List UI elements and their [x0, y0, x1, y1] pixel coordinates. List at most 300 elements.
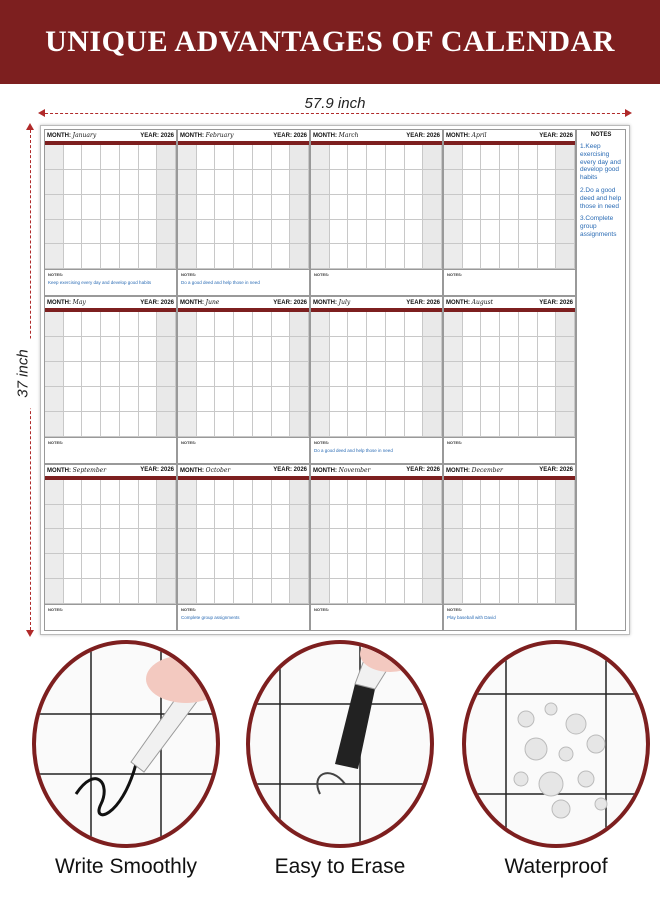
day-cell[interactable] [330, 337, 349, 362]
day-cell[interactable] [101, 362, 120, 387]
day-cell[interactable] [234, 505, 253, 530]
day-cell[interactable] [197, 337, 216, 362]
day-cell[interactable] [290, 195, 309, 220]
day-cell[interactable] [444, 244, 463, 269]
day-cell[interactable] [253, 220, 272, 245]
day-cell[interactable] [290, 170, 309, 195]
day-cell[interactable] [423, 220, 442, 245]
day-cell[interactable] [178, 362, 197, 387]
day-cell[interactable] [519, 195, 538, 220]
day-cell[interactable] [386, 579, 405, 604]
day-cell[interactable] [330, 505, 349, 530]
day-cell[interactable] [197, 220, 216, 245]
day-cell[interactable] [139, 220, 158, 245]
day-cell[interactable] [538, 412, 557, 437]
day-cell[interactable] [311, 337, 330, 362]
day-cell[interactable] [500, 312, 519, 337]
day-cell[interactable] [82, 362, 101, 387]
day-cell[interactable] [367, 312, 386, 337]
day-cell[interactable] [157, 195, 176, 220]
day-cell[interactable] [556, 145, 575, 170]
day-cell[interactable] [157, 220, 176, 245]
day-cell[interactable] [444, 170, 463, 195]
day-cell[interactable] [272, 312, 291, 337]
day-cell[interactable] [253, 480, 272, 505]
day-cell[interactable] [82, 480, 101, 505]
day-cell[interactable] [405, 529, 424, 554]
day-cell[interactable] [45, 145, 64, 170]
day-cell[interactable] [64, 337, 83, 362]
day-cell[interactable] [82, 220, 101, 245]
day-cell[interactable] [215, 362, 234, 387]
day-cell[interactable] [253, 312, 272, 337]
day-cell[interactable] [253, 579, 272, 604]
day-cell[interactable] [538, 554, 557, 579]
day-cell[interactable] [311, 170, 330, 195]
day-cell[interactable] [139, 244, 158, 269]
day-cell[interactable] [386, 220, 405, 245]
day-cell[interactable] [405, 244, 424, 269]
day-cell[interactable] [500, 244, 519, 269]
day-cell[interactable] [463, 480, 482, 505]
day-cell[interactable] [386, 480, 405, 505]
day-cell[interactable] [197, 412, 216, 437]
day-cell[interactable] [538, 480, 557, 505]
day-cell[interactable] [253, 195, 272, 220]
month-notes[interactable] [45, 604, 176, 630]
day-cell[interactable] [311, 505, 330, 530]
day-cell[interactable] [272, 145, 291, 170]
day-cell[interactable] [481, 529, 500, 554]
day-cell[interactable] [253, 244, 272, 269]
day-cell[interactable] [481, 337, 500, 362]
day-cell[interactable] [556, 554, 575, 579]
day-cell[interactable] [405, 387, 424, 412]
month-notes[interactable] [311, 269, 442, 295]
day-cell[interactable] [290, 312, 309, 337]
day-cell[interactable] [139, 145, 158, 170]
day-cell[interactable] [101, 195, 120, 220]
day-cell[interactable] [405, 505, 424, 530]
day-cell[interactable] [556, 387, 575, 412]
day-cell[interactable] [253, 554, 272, 579]
day-cell[interactable] [272, 170, 291, 195]
day-cell[interactable] [500, 220, 519, 245]
day-cell[interactable] [481, 387, 500, 412]
day-cell[interactable] [367, 362, 386, 387]
day-cell[interactable] [64, 529, 83, 554]
day-cell[interactable] [272, 505, 291, 530]
day-cell[interactable] [444, 387, 463, 412]
day-cell[interactable] [386, 529, 405, 554]
day-cell[interactable] [538, 337, 557, 362]
day-cell[interactable] [215, 554, 234, 579]
day-cell[interactable] [82, 145, 101, 170]
day-cell[interactable] [253, 529, 272, 554]
day-cell[interactable] [405, 145, 424, 170]
day-cell[interactable] [330, 195, 349, 220]
day-cell[interactable] [330, 579, 349, 604]
day-cell[interactable] [500, 529, 519, 554]
day-cell[interactable] [423, 505, 442, 530]
day-cell[interactable] [82, 529, 101, 554]
day-cell[interactable] [481, 244, 500, 269]
day-cell[interactable] [178, 170, 197, 195]
day-cell[interactable] [311, 412, 330, 437]
day-cell[interactable] [367, 505, 386, 530]
day-cell[interactable] [538, 145, 557, 170]
day-cell[interactable] [386, 412, 405, 437]
day-cell[interactable] [45, 554, 64, 579]
day-cell[interactable] [178, 387, 197, 412]
day-cell[interactable] [272, 244, 291, 269]
day-cell[interactable] [197, 579, 216, 604]
day-cell[interactable] [423, 195, 442, 220]
day-cell[interactable] [463, 337, 482, 362]
day-cell[interactable] [348, 244, 367, 269]
day-cell[interactable] [178, 579, 197, 604]
day-cell[interactable] [197, 195, 216, 220]
day-cell[interactable] [157, 337, 176, 362]
day-cell[interactable] [82, 579, 101, 604]
day-cell[interactable] [348, 529, 367, 554]
day-cell[interactable] [311, 220, 330, 245]
day-cell[interactable] [139, 529, 158, 554]
day-cell[interactable] [348, 145, 367, 170]
day-cell[interactable] [386, 195, 405, 220]
day-cell[interactable] [538, 220, 557, 245]
day-cell[interactable] [463, 145, 482, 170]
day-cell[interactable] [330, 412, 349, 437]
day-cell[interactable] [556, 412, 575, 437]
day-cell[interactable] [82, 312, 101, 337]
day-cell[interactable] [463, 579, 482, 604]
day-cell[interactable] [311, 529, 330, 554]
day-cell[interactable] [519, 145, 538, 170]
day-cell[interactable] [290, 220, 309, 245]
day-cell[interactable] [234, 312, 253, 337]
day-cell[interactable] [330, 170, 349, 195]
day-cell[interactable] [234, 170, 253, 195]
month-notes[interactable] [178, 604, 309, 630]
day-cell[interactable] [120, 505, 139, 530]
day-cell[interactable] [197, 387, 216, 412]
day-cell[interactable] [330, 362, 349, 387]
day-cell[interactable] [405, 170, 424, 195]
day-cell[interactable] [234, 145, 253, 170]
day-cell[interactable] [519, 554, 538, 579]
day-cell[interactable] [348, 412, 367, 437]
day-cell[interactable] [101, 220, 120, 245]
month-notes[interactable] [311, 437, 442, 463]
day-cell[interactable] [120, 145, 139, 170]
day-cell[interactable] [178, 220, 197, 245]
day-cell[interactable] [556, 579, 575, 604]
day-cell[interactable] [367, 170, 386, 195]
day-cell[interactable] [367, 337, 386, 362]
day-cell[interactable] [120, 312, 139, 337]
day-cell[interactable] [82, 387, 101, 412]
day-cell[interactable] [463, 195, 482, 220]
day-cell[interactable] [197, 362, 216, 387]
day-cell[interactable] [197, 505, 216, 530]
day-cell[interactable] [120, 337, 139, 362]
day-cell[interactable] [519, 337, 538, 362]
day-cell[interactable] [463, 312, 482, 337]
day-cell[interactable] [367, 220, 386, 245]
day-cell[interactable] [556, 195, 575, 220]
day-cell[interactable] [538, 170, 557, 195]
day-cell[interactable] [101, 529, 120, 554]
day-cell[interactable] [311, 145, 330, 170]
day-cell[interactable] [405, 412, 424, 437]
day-cell[interactable] [330, 220, 349, 245]
month-notes[interactable] [444, 604, 575, 630]
day-cell[interactable] [538, 579, 557, 604]
day-cell[interactable] [423, 387, 442, 412]
day-cell[interactable] [423, 412, 442, 437]
day-cell[interactable] [519, 387, 538, 412]
day-cell[interactable] [481, 362, 500, 387]
day-cell[interactable] [538, 505, 557, 530]
day-cell[interactable] [556, 505, 575, 530]
day-cell[interactable] [120, 220, 139, 245]
day-cell[interactable] [64, 505, 83, 530]
day-cell[interactable] [253, 412, 272, 437]
day-cell[interactable] [481, 220, 500, 245]
day-cell[interactable] [45, 337, 64, 362]
day-cell[interactable] [311, 195, 330, 220]
day-cell[interactable] [253, 362, 272, 387]
day-cell[interactable] [500, 579, 519, 604]
day-cell[interactable] [253, 387, 272, 412]
day-cell[interactable] [481, 145, 500, 170]
day-cell[interactable] [272, 362, 291, 387]
day-cell[interactable] [45, 579, 64, 604]
day-cell[interactable] [423, 579, 442, 604]
day-cell[interactable] [519, 529, 538, 554]
day-cell[interactable] [45, 480, 64, 505]
day-cell[interactable] [64, 170, 83, 195]
day-cell[interactable] [405, 195, 424, 220]
day-cell[interactable] [405, 480, 424, 505]
day-cell[interactable] [139, 480, 158, 505]
day-cell[interactable] [139, 195, 158, 220]
day-cell[interactable] [101, 554, 120, 579]
day-cell[interactable] [234, 244, 253, 269]
day-cell[interactable] [272, 195, 291, 220]
day-cell[interactable] [272, 579, 291, 604]
day-cell[interactable] [423, 480, 442, 505]
day-cell[interactable] [348, 362, 367, 387]
day-cell[interactable] [423, 529, 442, 554]
day-cell[interactable] [82, 412, 101, 437]
day-cell[interactable] [500, 170, 519, 195]
day-cell[interactable] [367, 387, 386, 412]
day-cell[interactable] [139, 337, 158, 362]
day-cell[interactable] [157, 579, 176, 604]
day-cell[interactable] [386, 554, 405, 579]
day-cell[interactable] [481, 554, 500, 579]
month-notes[interactable] [178, 269, 309, 295]
day-cell[interactable] [519, 170, 538, 195]
day-cell[interactable] [272, 554, 291, 579]
day-cell[interactable] [157, 505, 176, 530]
day-cell[interactable] [367, 579, 386, 604]
day-cell[interactable] [197, 480, 216, 505]
day-cell[interactable] [386, 312, 405, 337]
day-cell[interactable] [500, 362, 519, 387]
day-cell[interactable] [253, 505, 272, 530]
day-cell[interactable] [290, 244, 309, 269]
day-cell[interactable] [45, 387, 64, 412]
day-cell[interactable] [444, 195, 463, 220]
day-cell[interactable] [386, 387, 405, 412]
day-cell[interactable] [178, 195, 197, 220]
day-cell[interactable] [481, 505, 500, 530]
day-cell[interactable] [178, 554, 197, 579]
day-cell[interactable] [538, 529, 557, 554]
day-cell[interactable] [139, 312, 158, 337]
day-cell[interactable] [64, 220, 83, 245]
day-cell[interactable] [234, 337, 253, 362]
day-cell[interactable] [215, 412, 234, 437]
day-cell[interactable] [120, 480, 139, 505]
day-cell[interactable] [234, 529, 253, 554]
day-cell[interactable] [556, 220, 575, 245]
day-cell[interactable] [215, 195, 234, 220]
day-cell[interactable] [45, 195, 64, 220]
day-cell[interactable] [215, 220, 234, 245]
day-cell[interactable] [197, 170, 216, 195]
day-cell[interactable] [101, 412, 120, 437]
day-cell[interactable] [120, 244, 139, 269]
day-cell[interactable] [234, 362, 253, 387]
day-cell[interactable] [500, 337, 519, 362]
day-cell[interactable] [481, 480, 500, 505]
day-cell[interactable] [197, 312, 216, 337]
day-cell[interactable] [405, 337, 424, 362]
day-cell[interactable] [290, 412, 309, 437]
day-cell[interactable] [290, 387, 309, 412]
day-cell[interactable] [101, 337, 120, 362]
day-cell[interactable] [348, 505, 367, 530]
day-cell[interactable] [330, 387, 349, 412]
day-cell[interactable] [139, 362, 158, 387]
day-cell[interactable] [538, 387, 557, 412]
day-cell[interactable] [157, 312, 176, 337]
day-cell[interactable] [253, 170, 272, 195]
day-cell[interactable] [101, 312, 120, 337]
day-cell[interactable] [64, 145, 83, 170]
day-cell[interactable] [444, 529, 463, 554]
day-cell[interactable] [538, 362, 557, 387]
day-cell[interactable] [330, 312, 349, 337]
day-cell[interactable] [444, 505, 463, 530]
day-cell[interactable] [157, 170, 176, 195]
day-cell[interactable] [82, 337, 101, 362]
day-cell[interactable] [348, 220, 367, 245]
day-cell[interactable] [64, 480, 83, 505]
day-cell[interactable] [367, 480, 386, 505]
day-cell[interactable] [64, 195, 83, 220]
day-cell[interactable] [215, 337, 234, 362]
day-cell[interactable] [386, 170, 405, 195]
day-cell[interactable] [215, 579, 234, 604]
day-cell[interactable] [500, 412, 519, 437]
day-cell[interactable] [197, 529, 216, 554]
day-cell[interactable] [139, 387, 158, 412]
day-cell[interactable] [423, 337, 442, 362]
day-cell[interactable] [500, 387, 519, 412]
day-cell[interactable] [444, 362, 463, 387]
day-cell[interactable] [234, 412, 253, 437]
day-cell[interactable] [463, 170, 482, 195]
day-cell[interactable] [45, 529, 64, 554]
day-cell[interactable] [405, 579, 424, 604]
day-cell[interactable] [82, 195, 101, 220]
day-cell[interactable] [215, 145, 234, 170]
day-cell[interactable] [290, 529, 309, 554]
day-cell[interactable] [215, 505, 234, 530]
day-cell[interactable] [556, 170, 575, 195]
day-cell[interactable] [463, 220, 482, 245]
day-cell[interactable] [215, 529, 234, 554]
day-cell[interactable] [519, 220, 538, 245]
day-cell[interactable] [45, 362, 64, 387]
day-cell[interactable] [386, 244, 405, 269]
day-cell[interactable] [367, 412, 386, 437]
day-cell[interactable] [386, 145, 405, 170]
day-cell[interactable] [290, 480, 309, 505]
day-cell[interactable] [120, 170, 139, 195]
day-cell[interactable] [444, 337, 463, 362]
day-cell[interactable] [120, 554, 139, 579]
day-cell[interactable] [556, 362, 575, 387]
day-cell[interactable] [519, 412, 538, 437]
day-cell[interactable] [348, 170, 367, 195]
day-cell[interactable] [64, 312, 83, 337]
day-cell[interactable] [367, 244, 386, 269]
day-cell[interactable] [215, 480, 234, 505]
day-cell[interactable] [500, 195, 519, 220]
day-cell[interactable] [405, 312, 424, 337]
day-cell[interactable] [120, 362, 139, 387]
day-cell[interactable] [463, 244, 482, 269]
day-cell[interactable] [215, 312, 234, 337]
day-cell[interactable] [139, 554, 158, 579]
day-cell[interactable] [272, 412, 291, 437]
day-cell[interactable] [386, 337, 405, 362]
day-cell[interactable] [45, 312, 64, 337]
day-cell[interactable] [139, 412, 158, 437]
day-cell[interactable] [101, 170, 120, 195]
month-notes[interactable] [45, 437, 176, 463]
day-cell[interactable] [272, 337, 291, 362]
day-cell[interactable] [348, 337, 367, 362]
day-cell[interactable] [423, 244, 442, 269]
day-cell[interactable] [519, 480, 538, 505]
day-cell[interactable] [64, 362, 83, 387]
day-cell[interactable] [64, 244, 83, 269]
day-cell[interactable] [463, 529, 482, 554]
day-cell[interactable] [253, 145, 272, 170]
day-cell[interactable] [538, 244, 557, 269]
day-cell[interactable] [272, 387, 291, 412]
day-cell[interactable] [311, 362, 330, 387]
day-cell[interactable] [463, 362, 482, 387]
day-cell[interactable] [178, 505, 197, 530]
